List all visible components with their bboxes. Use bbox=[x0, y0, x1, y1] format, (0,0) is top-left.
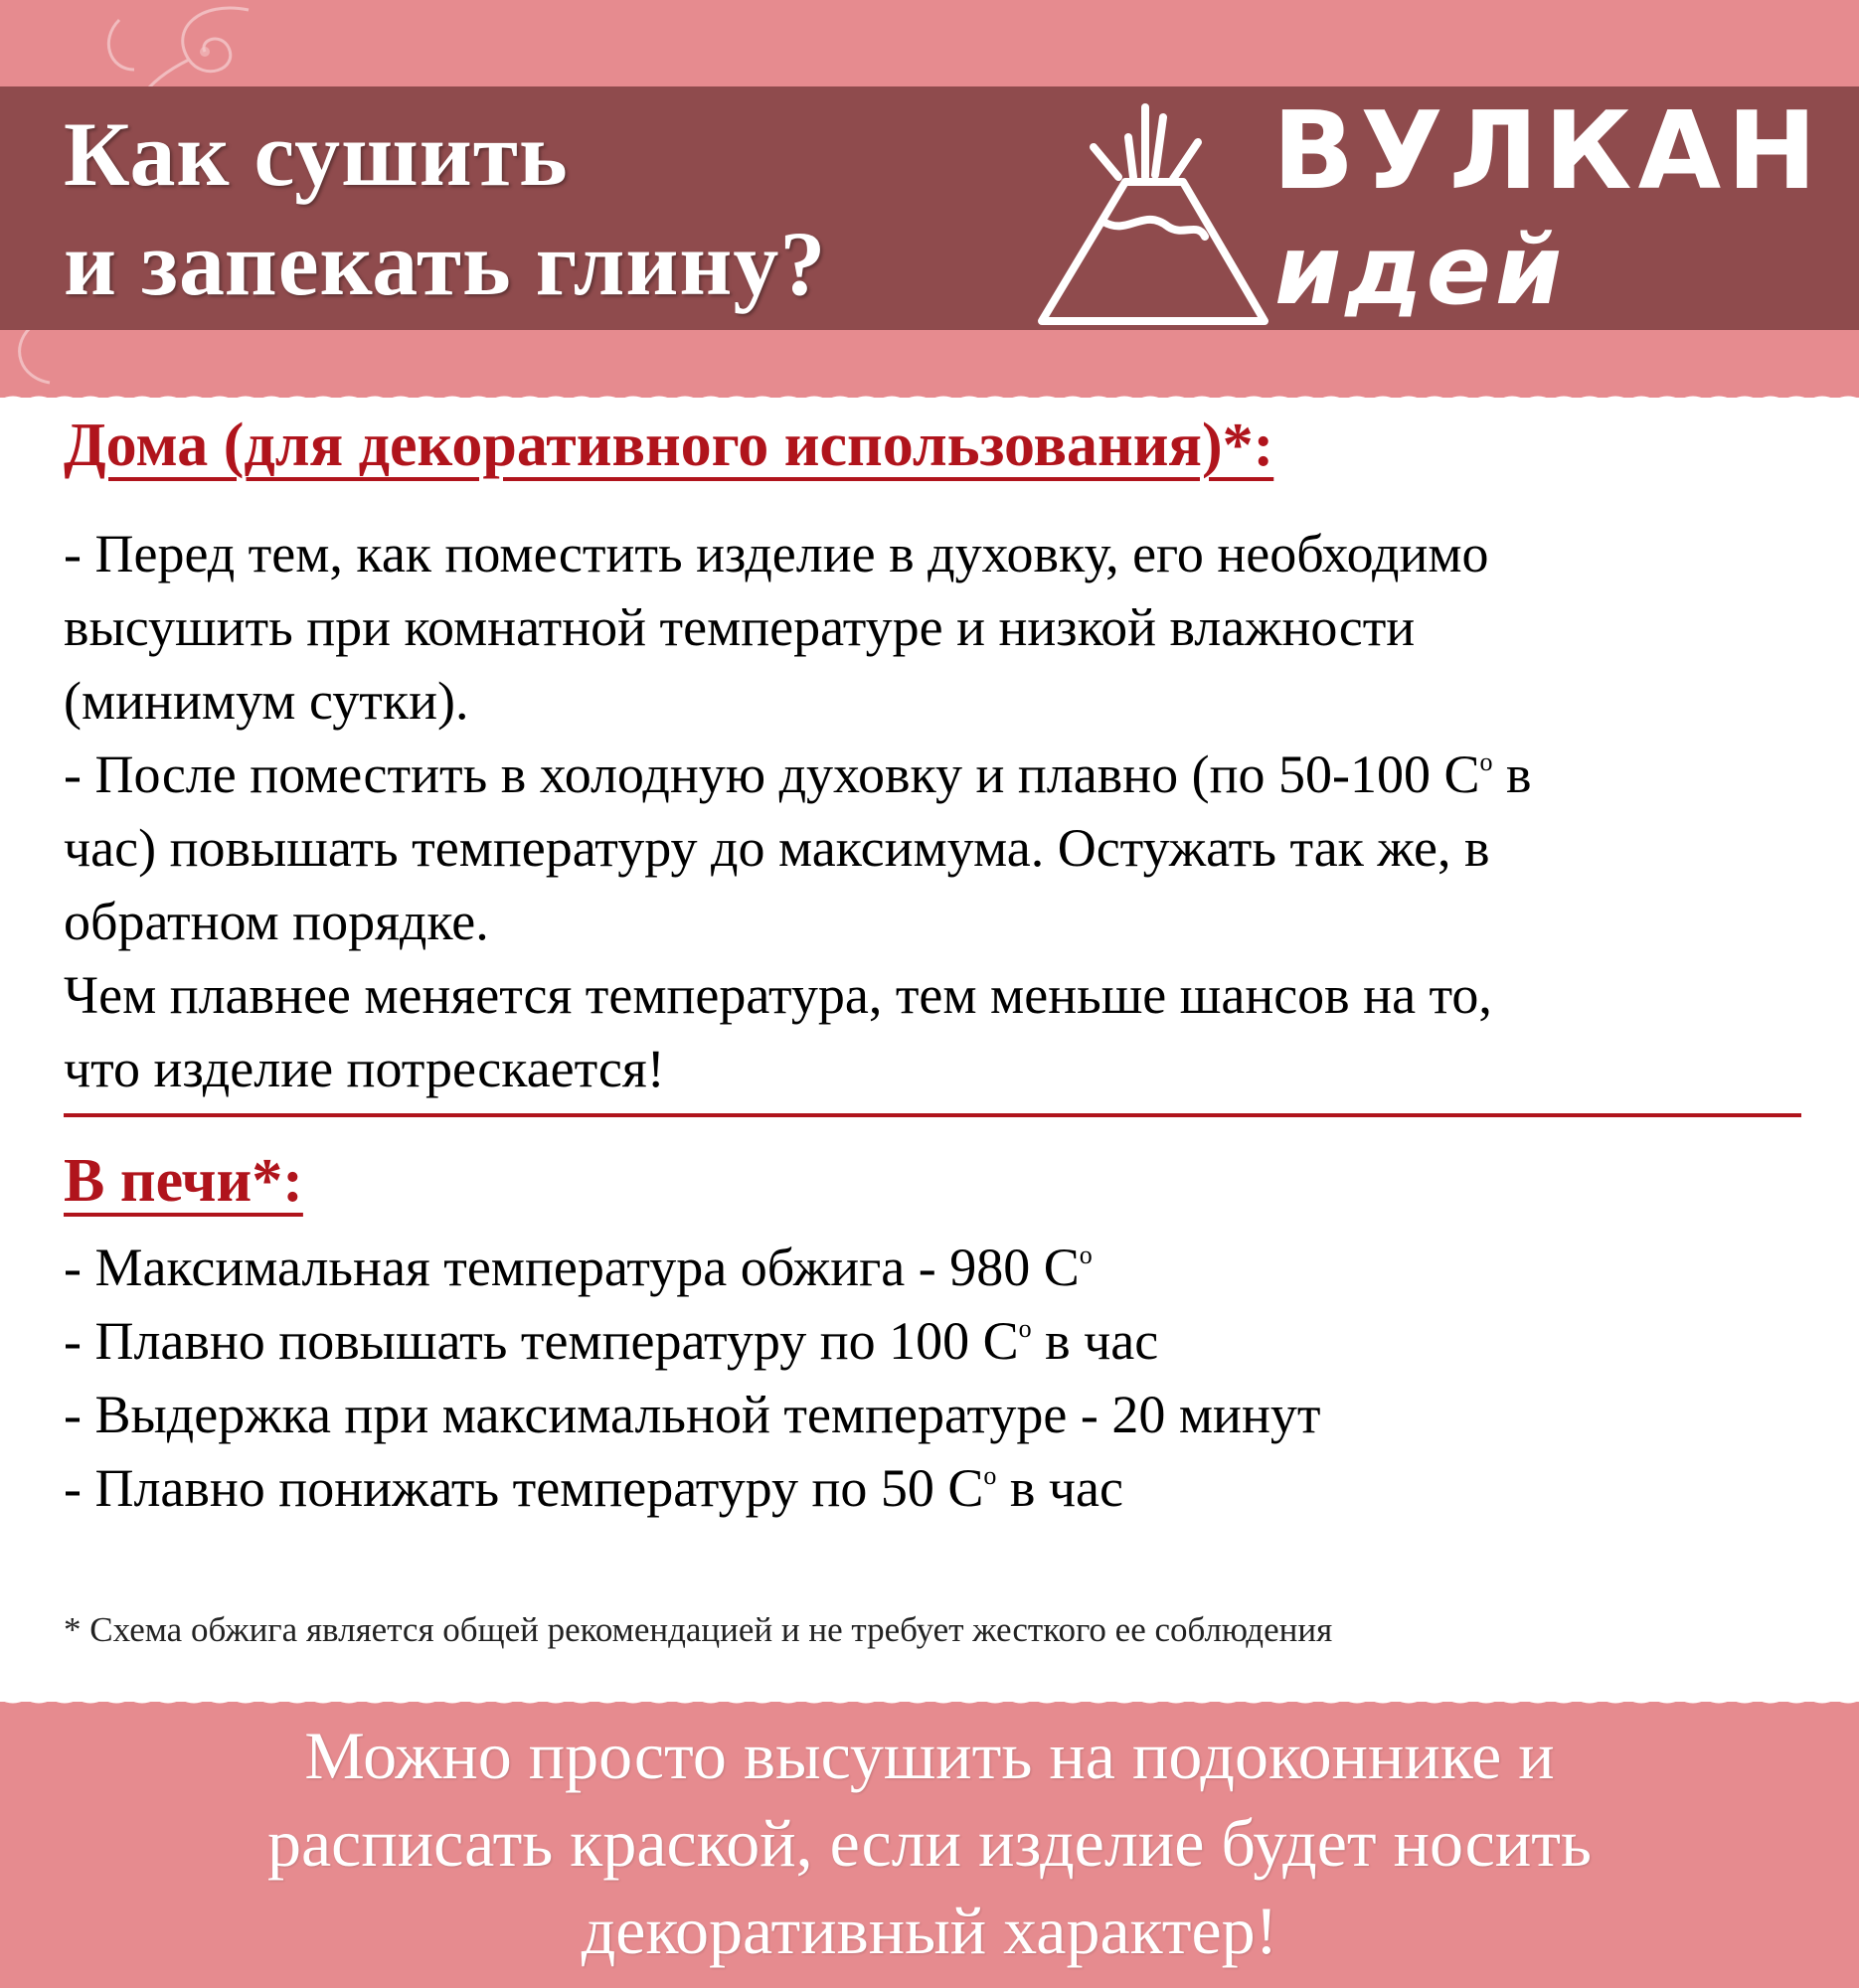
text-line: высушить при комнатной температуре и низкой влажности bbox=[64, 597, 1416, 657]
closing-line: расписать краской, если изделие будет носить bbox=[267, 1805, 1592, 1881]
list-item bbox=[64, 1451, 1320, 1525]
closing-line: Можно просто высушить на подоконнике и bbox=[304, 1718, 1555, 1793]
item-text: - Плавно понижать температуру по 50 С bbox=[64, 1458, 984, 1518]
degree-sign: о bbox=[1018, 1314, 1032, 1343]
text-segment: - После поместить в холодную духовку и плавно (по 50-100 С bbox=[64, 745, 1480, 804]
item-tail: в час bbox=[996, 1458, 1123, 1518]
title-line: Как сушить bbox=[64, 103, 569, 205]
home-instructions bbox=[64, 517, 1531, 1105]
wavy-edge-top bbox=[0, 390, 1859, 410]
wavy-edge-bottom bbox=[0, 1690, 1859, 1710]
degree-sign: о bbox=[1479, 747, 1493, 776]
kiln-steps-list bbox=[64, 1231, 1320, 1525]
list-item bbox=[64, 1304, 1320, 1378]
degree-sign: о bbox=[983, 1461, 997, 1490]
volcano-icon bbox=[1034, 87, 1272, 331]
item-text: - Плавно повышать температуру по 100 С bbox=[64, 1311, 1019, 1371]
text-line: что изделие потрескается! bbox=[64, 1039, 665, 1098]
page-title bbox=[64, 99, 826, 318]
text-line: - Перед тем, как поместить изделие в духовку, его необходимо bbox=[64, 524, 1489, 583]
footnote: * Схема обжига является общей рекомендацией и не требует жесткого ее соблюдения bbox=[64, 1610, 1333, 1649]
degree-sign: о bbox=[1079, 1241, 1093, 1269]
text-line: обратном порядке. bbox=[64, 892, 489, 951]
text-line bbox=[64, 738, 1531, 811]
item-tail: в час bbox=[1031, 1311, 1159, 1371]
section-heading-home: Дома (для декоративного использования)*: bbox=[64, 412, 1274, 479]
logo-word-ideas: идей bbox=[1274, 215, 1567, 326]
text-segment: в bbox=[1492, 745, 1532, 804]
item-text: - Выдержка при максимальной температуре - 20 минут bbox=[64, 1385, 1321, 1444]
closing-line: декоративный характер! bbox=[581, 1893, 1278, 1968]
text-line: час) повышать температуру до максимума. Остужать так же, в bbox=[64, 818, 1490, 878]
section-heading-kiln: В печи*: bbox=[64, 1147, 303, 1215]
text-line: Чем плавнее меняется температура, тем меньше шансов на то, bbox=[64, 965, 1492, 1025]
section-divider bbox=[64, 1113, 1801, 1117]
closing-note bbox=[0, 1712, 1859, 1974]
logo-word-volcano: ВУЛКАН bbox=[1272, 89, 1823, 214]
item-text: - Максимальная температура обжига - 980 С bbox=[64, 1238, 1080, 1297]
list-item bbox=[64, 1378, 1320, 1451]
title-line: и запекать глину? bbox=[64, 213, 827, 314]
text-line: (минимум сутки). bbox=[64, 671, 469, 731]
list-item bbox=[64, 1231, 1320, 1304]
